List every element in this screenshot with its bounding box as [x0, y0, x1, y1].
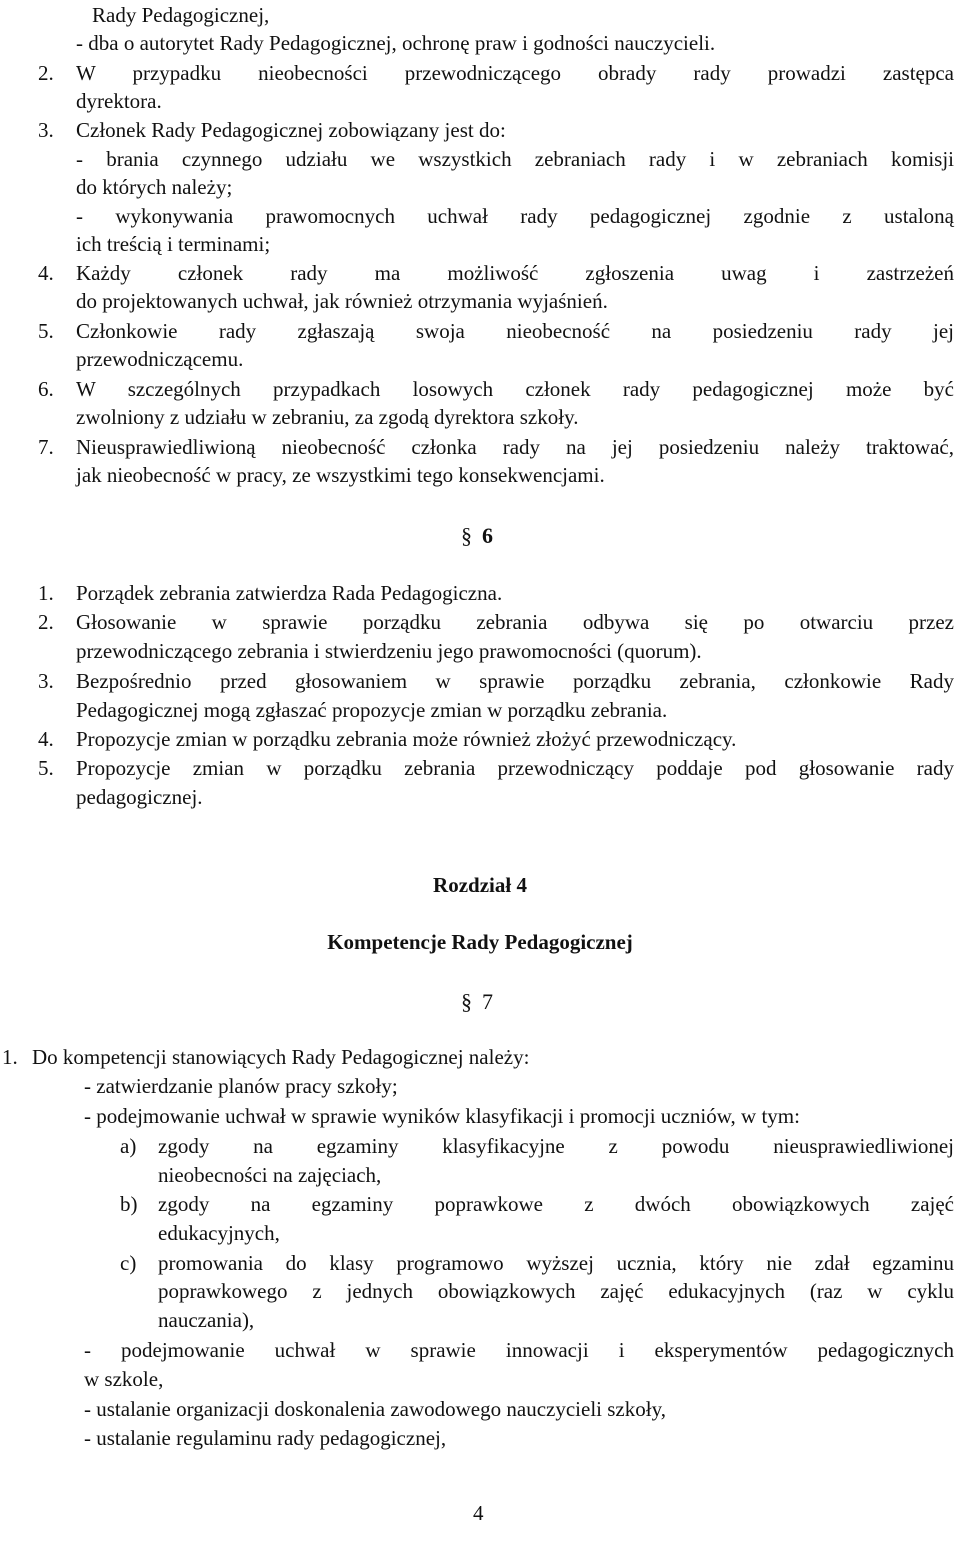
chapter-subtitle: Kompetencje Rady Pedagogicznej: [327, 930, 633, 954]
text-line: Porządek zebrania zatwierdza Rada Pedagogiczna.: [76, 581, 503, 605]
item-number: 4.: [38, 261, 54, 285]
text-line: do których należy;: [76, 175, 233, 199]
text-line: nieobecności na zajęciach,: [158, 1163, 382, 1187]
text-line: Rady Pedagogicznej,: [92, 3, 270, 27]
item-number: 6.: [38, 377, 54, 401]
sub-item-label: c): [120, 1251, 137, 1275]
list-item: - zatwierdzanie planów pracy szkoły;: [84, 1074, 398, 1098]
text-line: dyrektora.: [76, 89, 162, 113]
item-number: 1.: [38, 581, 54, 605]
text-line: - brania czynnego udziału we wszystkich zebraniach rady i w zebraniach komisji: [76, 147, 954, 171]
sub-item-label: a): [120, 1134, 137, 1158]
text-line: nauczania),: [158, 1308, 255, 1332]
item-number: 3.: [38, 669, 54, 693]
text-line: Propozycje zmian w porządku zebrania przewodniczący poddaje pod głosowanie rady: [76, 756, 954, 780]
sub-item-label: b): [120, 1192, 138, 1216]
item-number: 2.: [38, 610, 54, 634]
section-sign: §: [461, 989, 472, 1014]
item-number: 3.: [38, 118, 54, 142]
text-line: Głosowanie w sprawie porządku zebrania odbywa się po otwarciu przez: [76, 610, 954, 634]
text-line: pedagogicznej.: [76, 785, 203, 809]
text-line: W szczególnych przypadkach losowych członek rady pedagogicznej może być: [76, 377, 954, 401]
list-item: - podejmowanie uchwał w sprawie wyników klasyfikacji i promocji uczniów, w tym:: [84, 1104, 800, 1128]
text-line: Członek Rady Pedagogicznej zobowiązany jest do:: [76, 118, 506, 142]
text-line: Do kompetencji stanowiących Rady Pedagogicznej należy:: [32, 1045, 530, 1069]
text-line: poprawkowego z jednych obowiązkowych zajęć edukacyjnych (raz w cyklu: [158, 1279, 954, 1303]
item-number: 2.: [38, 61, 54, 85]
text-line: jak nieobecność w pracy, ze wszystkimi tego konsekwencjami.: [76, 463, 605, 487]
text-line: Nieusprawiedliwioną nieobecność członka rady na jej posiedzeniu należy traktować,: [76, 435, 954, 459]
text-line: - wykonywania prawomocnych uchwał rady pedagogicznej zgodnie z ustaloną: [76, 204, 954, 228]
text-line: przewodniczącemu.: [76, 347, 244, 371]
section-heading: 6: [482, 523, 493, 548]
chapter-title: Rozdział 4: [433, 873, 527, 897]
text-line: do projektowanych uchwał, jak również otrzymania wyjaśnień.: [76, 289, 608, 313]
page-number: 4: [473, 1501, 484, 1525]
text-line: Członkowie rady zgłaszają swoja nieobecność na posiedzeniu rady jej: [76, 319, 954, 343]
text-line: - dba o autorytet Rady Pedagogicznej, ochronę praw i godności nauczycieli.: [76, 31, 716, 55]
text-line: Każdy członek rady ma możliwość zgłoszenia uwag i zastrzeżeń: [76, 261, 954, 285]
text-line: przewodniczącego zebrania i stwierdzeniu jego prawomocności (quorum).: [76, 639, 702, 663]
list-item: - ustalanie organizacji doskonalenia zawodowego nauczycieli szkoły,: [84, 1397, 666, 1421]
text-line: edukacyjnych,: [158, 1221, 280, 1245]
item-number: 7.: [38, 435, 54, 459]
text-line: W przypadku nieobecności przewodniczącego obrady rady prowadzi zastępca: [76, 61, 954, 85]
list-item: - ustalanie regulaminu rady pedagogicznej,: [84, 1426, 447, 1450]
list-item: - podejmowanie uchwał w sprawie innowacji i eksperymentów pedagogicznych: [84, 1338, 954, 1362]
text-line: Bezpośrednio przed głosowaniem w sprawie porządku zebrania, członkowie Rady: [76, 669, 954, 693]
text-line: zgody na egzaminy klasyfikacyjne z powodu nieusprawiedliwionej: [158, 1134, 954, 1158]
text-line: zgody na egzaminy poprawkowe z dwóch obowiązkowych zajęć: [158, 1192, 954, 1216]
section-sign: §: [461, 523, 472, 548]
text-line: w szkole,: [84, 1367, 164, 1391]
item-number: 4.: [38, 727, 54, 751]
text-line: Propozycje zmian w porządku zebrania może również złożyć przewodniczący.: [76, 727, 737, 751]
item-number: 5.: [38, 319, 54, 343]
text-line: promowania do klasy programowo wyższej ucznia, który nie zdał egzaminu: [158, 1251, 954, 1275]
text-line: zwolniony z udziału w zebraniu, za zgodą dyrektora szkoły.: [76, 405, 579, 429]
text-line: Pedagogicznej mogą zgłaszać propozycje zmian w porządku zebrania.: [76, 698, 668, 722]
item-number: 5.: [38, 756, 54, 780]
item-number: 1.: [2, 1045, 18, 1069]
section-heading: 7: [482, 989, 493, 1014]
text-line: ich treścią i terminami;: [76, 232, 271, 256]
